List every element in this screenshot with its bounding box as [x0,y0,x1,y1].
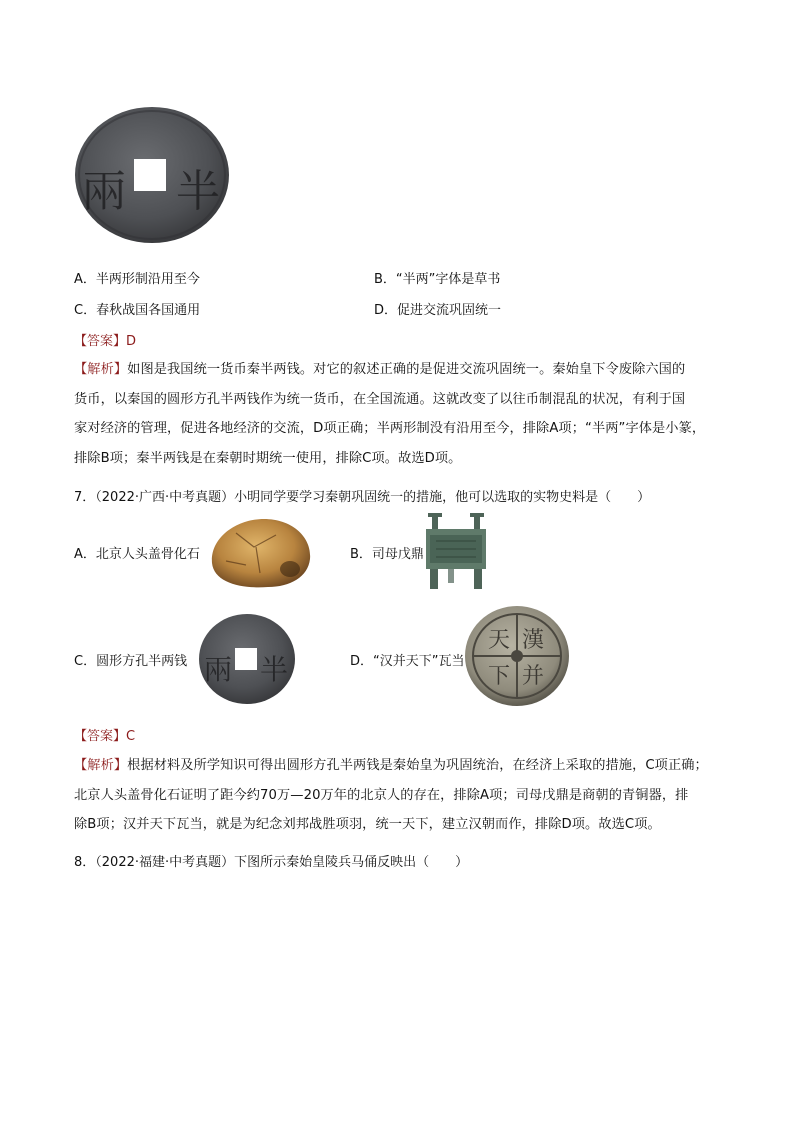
coin-glyph-left: 兩 [82,166,126,217]
tile-glyph: 并 [522,664,545,689]
q7-analysis [74,751,724,840]
q6-option-d: D．促进交流巩固统一 [374,303,502,318]
coin-glyph-left: 兩 [204,653,233,686]
analysis-label: 【解析】 [74,362,128,377]
analysis-line: 北京人头盖骨化石证明了距今约70万—20万年的北京人的存在，排除A项；司母戊鼎是商朝的青铜器，排 [74,787,689,803]
analysis-line: 家对经济的管理，促进各地经济的交流，D项正确；半两形制没有沿用至今，排除A项；“半两”字体是小篆， [74,421,706,436]
answer-value: C [126,729,136,744]
analysis-line: 根据材料及所学知识可得出圆形方孔半两钱是秦始皇为巩固统治，在经济上采取的措施，C项正确； [127,758,708,773]
q7-answer [74,725,135,744]
q7-option-d: D．“汉并天下”瓦当 [350,654,465,669]
analysis-line: 如图是我国统一货币秦半两钱。对它的叙述正确的是促进交流巩固统一。秦始皇下令废除六国的 [127,362,686,377]
q8-stem: 8．（2022·福建·中考真题）下图所示秦始皇陵兵马俑反映出（ ） [74,855,469,870]
answer-label: 【答案】 [74,729,127,744]
q6-option-b: B．“半两”字体是草书 [374,272,501,287]
coin-glyph-right: 半 [176,166,220,217]
q7-option-b: B．司母戊鼎 [350,547,424,562]
coin-glyph-right: 半 [260,653,289,686]
skull-fossil-image [206,513,316,597]
tile-glyph: 漢 [522,628,545,653]
tile-glyph: 下 [488,664,511,689]
answer-value: D [126,334,137,349]
simuwu-ding-image [422,513,490,595]
analysis-line: 除B项；汉并天下瓦当，就是为纪念刘邦战胜项羽，统一天下，建立汉朝而作，排除D项。故选C项。 [74,817,661,832]
banliang-coin-small-image [198,613,296,709]
analysis-line: 排除B项；秦半两钱是在秦朝时期统一使用，排除C项。故选D项。 [74,450,462,466]
analysis-label: 【解析】 [74,758,128,773]
q6-answer [74,330,136,349]
q7-stem: 7．（2022·广西·中考真题）小明同学要学习秦朝巩固统一的措施，他可以选取的实物史料是（ ） [74,490,651,505]
q7-option-c: C．圆形方孔半两钱 [74,654,188,669]
q7-option-a: A．北京人头盖骨化石 [74,547,200,562]
tile-glyph: 天 [488,628,511,653]
q6-option-a: A．半两形制沿用至今 [74,272,200,287]
analysis-line: 货币，以秦国的圆形方孔半两钱作为统一货币，在全国流通。这就改变了以往币制混乱的状况，有利于国 [74,391,686,407]
q6-analysis [74,355,724,473]
hanbingtianxia-tile-image [464,605,570,711]
banliang-coin-image [74,106,230,248]
q6-option-c: C．春秋战国各国通用 [74,303,201,318]
answer-label: 【答案】 [74,334,127,349]
